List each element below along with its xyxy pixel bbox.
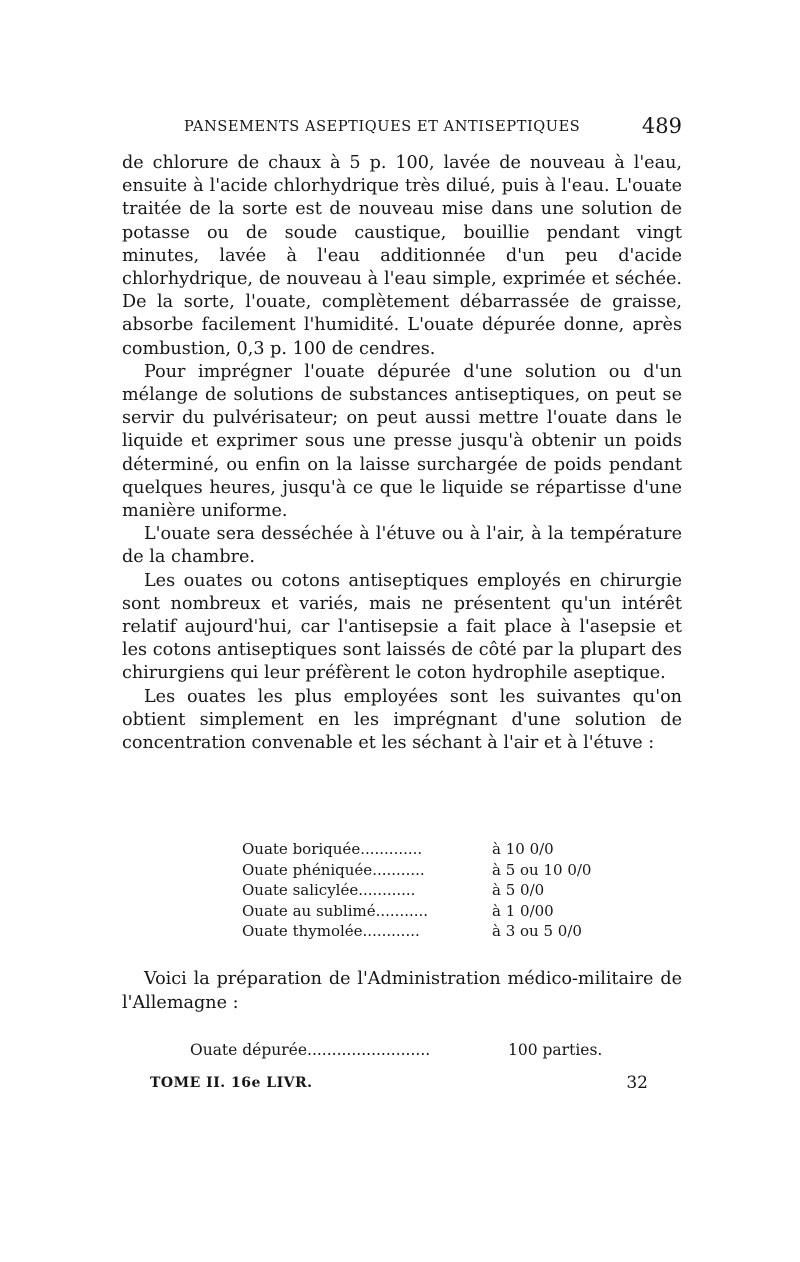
ouate-concentration: à 5 0/0 (492, 881, 545, 899)
paragraph-drying: L'ouate sera desséchée à l'étuve ou à l'air, à la température de la chambre. (122, 524, 682, 568)
ouate-concentration: à 5 ou 10 0/0 (492, 860, 592, 879)
running-head (122, 116, 682, 142)
body-text (122, 152, 682, 755)
list-item (242, 921, 622, 942)
ouate-name: Ouate boriquée............. (242, 840, 423, 858)
list-item (242, 880, 622, 901)
list-item (242, 901, 622, 922)
sheet-number: 32 (626, 1073, 648, 1093)
ouate-name: Ouate thymolée............ (242, 922, 420, 940)
page-footer (150, 1073, 648, 1099)
ouate-concentration: à 10 0/0 (492, 840, 554, 858)
paragraph-preparation-intro: Voici la préparation de l'Administration médico-militaire de l'Allemagne : (122, 969, 682, 1013)
running-title: PANSEMENTS ASEPTIQUES ET ANTISEPTIQUES (184, 119, 581, 135)
recipe-ingredient: Ouate dépurée......................... (190, 1041, 431, 1059)
volume-signature: TOME II. 16e LIVR. (150, 1075, 313, 1091)
ouate-name: Ouate phéniquée........... (242, 860, 425, 879)
page-number: 489 (641, 114, 682, 138)
ouate-name: Ouate salicylée............ (242, 881, 416, 899)
paragraph-impregnation: Pour imprégner l'ouate dépurée d'une solution ou d'un mélange de solutions de substances antiseptiques, on peut se servir du pulvérisateur; on peut aussi mettre l'ouate dans le liquide et exprimer sous une presse jusqu'à obtenir un poids déterminé, ou enfin on la laisse surchargée de poids pendant quelques heures, jusqu'à ce que le liquide se répartisse d'une manière uniforme. (122, 361, 682, 522)
paragraph-list-intro: Les ouates les plus employées sont les suivantes qu'on obtient simplement en les imprégnant d'une solution de concentration convenable et les séchant à l'air et à l'étuve : (122, 686, 682, 754)
paragraph-continuation: de chlorure de chaux à 5 p. 100, lavée de nouveau à l'eau, ensuite à l'acide chlorhydrique très dilué, puis à l'eau. L'ouate traitée de la sorte est de nouveau mise dans une solution de potasse ou de soude caustique, bouillie pendant vingt minutes, lavée à l'eau additionnée d'un peu d'acide chlorhydrique, de nouveau à l'eau simple, exprimée et séchée. De la sorte, l'ouate, complètement débarrassée de graisse, absorbe facilement l'humidité. L'ouate dépurée donne, après combustion, 0,3 p. 100 de cendres. (122, 153, 682, 359)
ouate-list (242, 839, 622, 942)
list-item (242, 839, 622, 860)
closing-text (122, 967, 682, 1015)
ouate-name: Ouate au sublimé........... (242, 901, 429, 920)
list-item (242, 860, 622, 881)
recipe-quantity: 100 parties. (508, 1041, 603, 1059)
paragraph-antiseptic-cottons: Les ouates ou cotons antiseptiques employés en chirurgie sont nombreux et variés, mais ne présentent qu'un intérêt relatif aujourd'hui, car l'antisepsie a fait place à l'asepsie et les cotons antiseptiques sont laissés de côté par la plupart des chirurgiens qui leur préfèrent le coton hydrophile aseptique. (122, 570, 682, 684)
ouate-concentration: à 3 ou 5 0/0 (492, 922, 582, 940)
ouate-concentration: à 1 0/00 (492, 901, 554, 920)
recipe-line (190, 1041, 630, 1059)
